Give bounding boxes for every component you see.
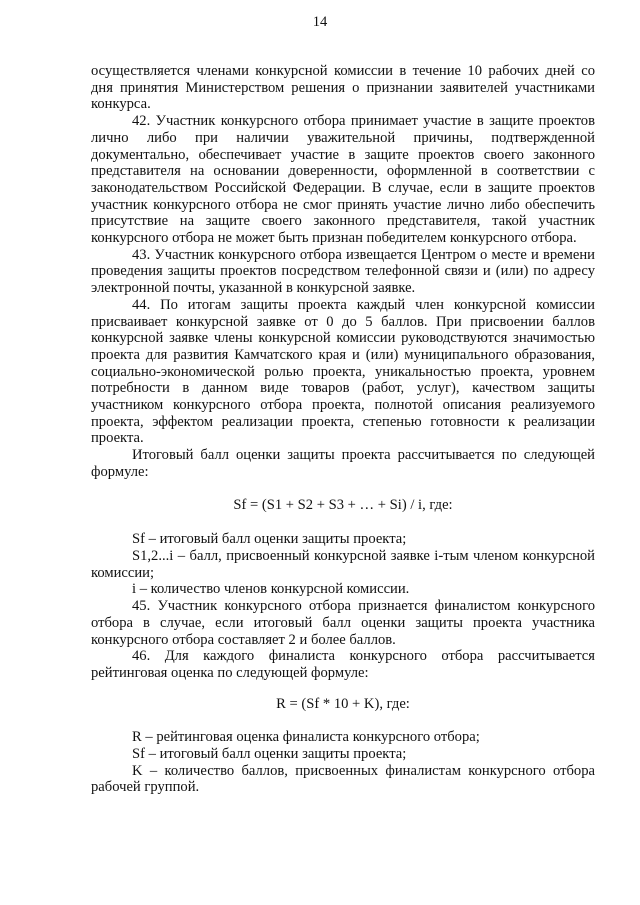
document-body: [91, 63, 595, 796]
definition-k: K – количество баллов, присвоенных финалистам конкурсного отбора рабочей группой.: [91, 762, 595, 796]
formula-sf: Sf = (S1 + S2 + S3 + … + Si) / i, где:: [233, 496, 453, 513]
formula-r: R = (Sf * 10 + K), где:: [276, 695, 410, 712]
definition-r: R – рейтинговая оценка финалиста конкурсного отбора;: [132, 729, 480, 746]
definition-s: S1,2...i – балл, присвоенный конкурсной заявке i-тым членом конкурсной комиссии;: [91, 547, 595, 581]
paragraph-42: 42. Участник конкурсного отбора принимает участие в защите проектов лично либо при наличии уважительной причины, подтвержденной документально, обеспечивает участие в защите проектов своего законного представителя на основании доверенности, оформленной в соответствии с законодательством Российской Федерации. В случае, если в защите проектов участник конкурсного отбора не смог принять участие лично либо обеспечить присутствие на защите своего законного представителя, такой участник конкурсного отбора не может быть признан победителем конкурсного отбора.: [91, 113, 595, 247]
definition-i: i – количество членов конкурсной комиссии.: [132, 581, 410, 598]
paragraph-45: 45. Участник конкурсного отбора признается финалистом конкурсного отбора в случае, если итоговый балл оценки защиты проекта участника конкурсного отбора составляет 2 и более баллов.: [91, 598, 595, 648]
page-number: 14: [312, 14, 328, 30]
definition-sf: Sf – итоговый балл оценки защиты проекта;: [132, 531, 407, 548]
paragraph-43: 43. Участник конкурсного отбора извещается Центром о месте и времени проведения защиты проектов посредством телефонной связи и (или) по адресу электронной почты, указанной в конкурсной заявке.: [91, 246, 595, 297]
definition-sf-2: Sf – итоговый балл оценки защиты проекта;: [132, 746, 407, 763]
formula-intro: Итоговый балл оценки защиты проекта рассчитывается по следующей формуле:: [91, 447, 595, 480]
paragraph-46: 46. Для каждого финалиста конкурсного отбора рассчитывается рейтинговая оценка по следующей формуле:: [91, 648, 595, 681]
paragraph-continuation: осуществляется членами конкурсной комиссии в течение 10 рабочих дней со дня принятия Министерством решения о признании заявителей участниками конкурса.: [91, 63, 595, 113]
paragraph-44: 44. По итогам защиты проекта каждый член конкурсной комиссии присваивает конкурсной заявке от 0 до 5 баллов. При присвоении баллов конкурсной заявке члены конкурсной комиссии руководствуются значимостью проекта для развития Камчатского края и (или) муниципального образования, социально-экономической ролью проекта, уникальностью проекта, уровнем потребности в данном виде товаров (работ, услуг), качеством защиты участником конкурсного отбора проекта, полнотой описания реализуемого проекта, эффектом реализации проекта, степенью готовности к реализации проекта.: [91, 296, 595, 447]
